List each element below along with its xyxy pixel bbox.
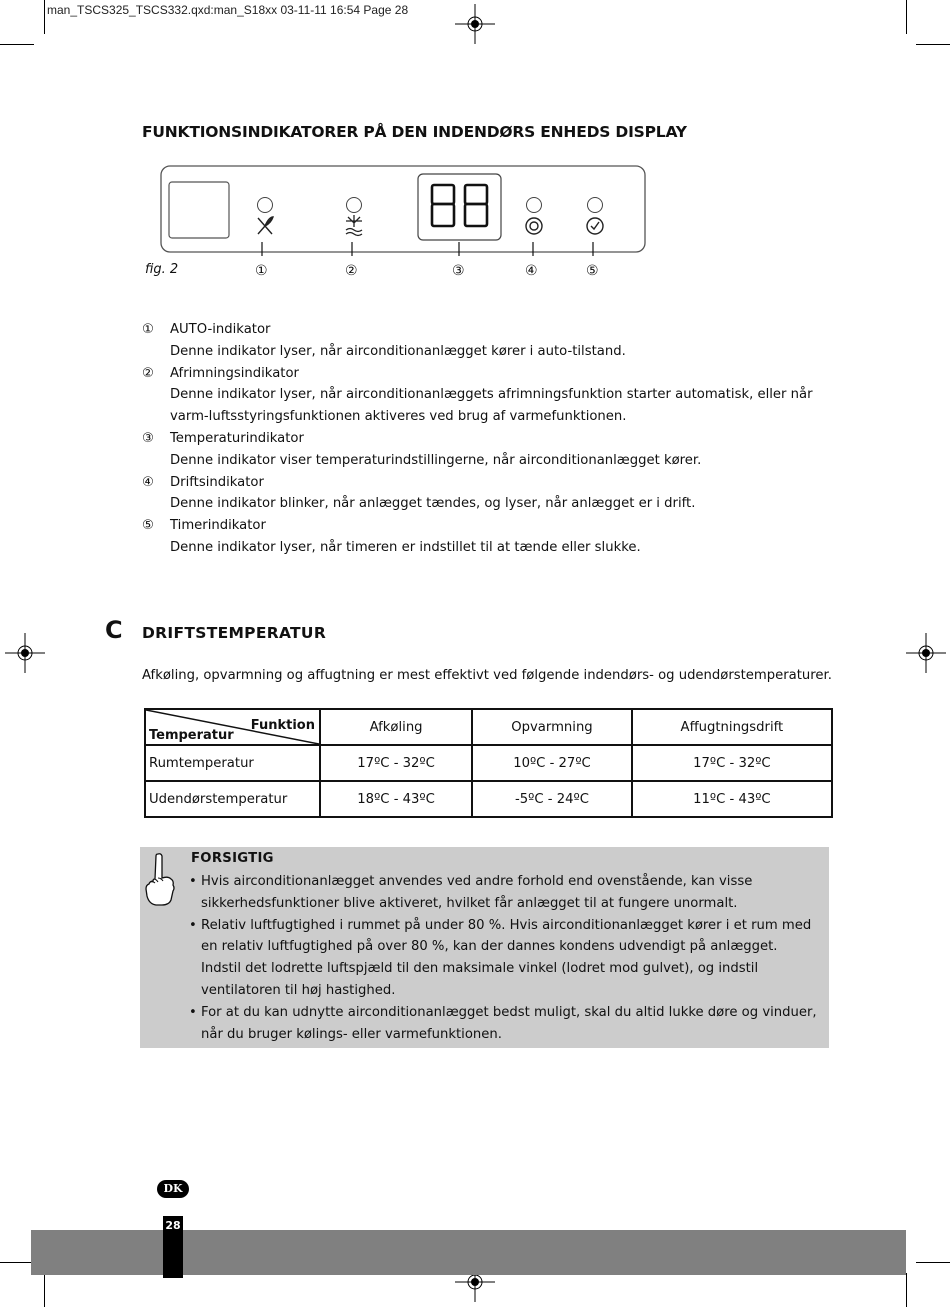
indoor-display-panel-figure (160, 164, 650, 256)
timer-clock-icon (587, 218, 603, 234)
list-item: ③ Temperaturindikator (142, 428, 842, 450)
list-item: • Hvis airconditionanlægget anvendes ved andre forhold end ovenstående, kan visse sikkerhedsfunktioner blive aktiveret, hvilket får anlægget til at fungere unormalt. (189, 874, 753, 911)
list-item: • Relativ luftfugtighed i rummet på under 80 %. Hvis airconditionanlægget kører i et rum med en relativ luftfugtighed på over 80 %, kan der dannes kondens udvendigt på anlægget. Indstil det lodrette luftspjæld til den maksimale vinkel (lodret mod gulvet), og indstil ventilatoren til høj hastighed. (189, 917, 812, 998)
row-label: Udendørstemperatur (145, 781, 320, 817)
item-title: Afrimningsindikator (170, 365, 299, 381)
caution-box (140, 847, 829, 1048)
pointing-hand-icon (145, 852, 177, 906)
corner-temperature-label: Temperatur (149, 728, 234, 743)
callout-4: ④ (525, 263, 538, 279)
auto-fan-icon (258, 217, 273, 234)
page-number: 28 (163, 1216, 183, 1278)
caution-body (189, 871, 819, 1045)
table-cell: 11ºC - 43ºC (632, 781, 832, 817)
operation-icon (526, 218, 542, 234)
section-intro: Afkøling, opvarmning og affugtning er mest effektivt ved følgende indendørs- og udendørstemperaturer. (142, 668, 832, 683)
registration-mark-left (5, 633, 45, 673)
defrost-icon (346, 215, 362, 236)
table-header-row (145, 709, 832, 745)
list-item: ④ Driftsindikator (142, 472, 842, 494)
figure-label: fig. 2 (145, 262, 179, 277)
callout-1: ① (255, 263, 268, 279)
registration-mark-top (455, 4, 495, 44)
section-letter: C (105, 616, 123, 644)
section-title-operating-temperature: DRIFTSTEMPERATUR (142, 624, 327, 642)
item-desc: Denne indikator lyser, når airconditionanlæggets afrimningsfunktion starter automatisk, eller når varm-luftsstyringsfunktionen aktiveres ved brug af varmefunktionen. (170, 387, 813, 425)
seven-segment-88 (432, 185, 487, 226)
indicator-list (142, 319, 842, 559)
row-label: Rumtemperatur (145, 745, 320, 781)
item-title: Timerindikator (170, 518, 266, 534)
table-corner-cell (145, 709, 320, 745)
language-badge: DK (157, 1180, 189, 1198)
caution-title: FORSIGTIG (191, 851, 274, 866)
corner-function-label: Funktion (250, 718, 315, 733)
callout-5: ⑤ (586, 263, 599, 279)
table-cell: 17ºC - 32ºC (632, 745, 832, 781)
table-row (145, 781, 832, 817)
column-header: Opvarmning (472, 709, 632, 745)
table-cell: -5ºC - 24ºC (472, 781, 632, 817)
list-item: • For at du kan udnytte airconditionanlægget bedst muligt, skal du altid lukke døre og vinduer, når du bruger kølings- eller varmefunktionen. (189, 1004, 817, 1042)
item-desc: Denne indikator viser temperaturindstillingerne, når airconditionanlægget kører. (170, 452, 702, 468)
list-item: ⑤ Timerindikator (142, 515, 842, 537)
list-item: ② Afrimningsindikator (142, 363, 842, 385)
callout-3: ③ (452, 263, 465, 279)
item-title: AUTO-indikator (170, 322, 271, 337)
table-cell: 18ºC - 43ºC (320, 781, 472, 817)
item-desc: Denne indikator lyser, når timeren er indstillet til at tænde eller slukke. (170, 539, 641, 555)
item-title: Driftsindikator (170, 474, 264, 490)
item-desc: Denne indikator lyser, når airconditionanlægget kører i auto-tilstand. (170, 343, 626, 359)
callout-2: ② (345, 263, 358, 279)
table-cell: 10ºC - 27ºC (472, 745, 632, 781)
column-header: Afkøling (320, 709, 472, 745)
registration-mark-right (906, 633, 946, 673)
print-slug: man_TSCS325_TSCS332.qxd:man_S18xx 03-11-11 16:54 Page 28 (47, 3, 409, 17)
item-desc: Denne indikator blinker, når anlægget tændes, og lyser, når anlægget er i drift. (170, 496, 696, 512)
section-title-indicators: FUNKTIONSINDIKATORER PÅ DEN INDENDØRS ENHEDS DISPLAY (142, 123, 687, 141)
temperature-table (144, 708, 833, 818)
item-title: Temperaturindikator (170, 430, 304, 446)
table-row (145, 745, 832, 781)
table-cell: 17ºC - 32ºC (320, 745, 472, 781)
list-item: ① AUTO-indikator (142, 319, 842, 341)
column-header: Affugtningsdrift (632, 709, 832, 745)
